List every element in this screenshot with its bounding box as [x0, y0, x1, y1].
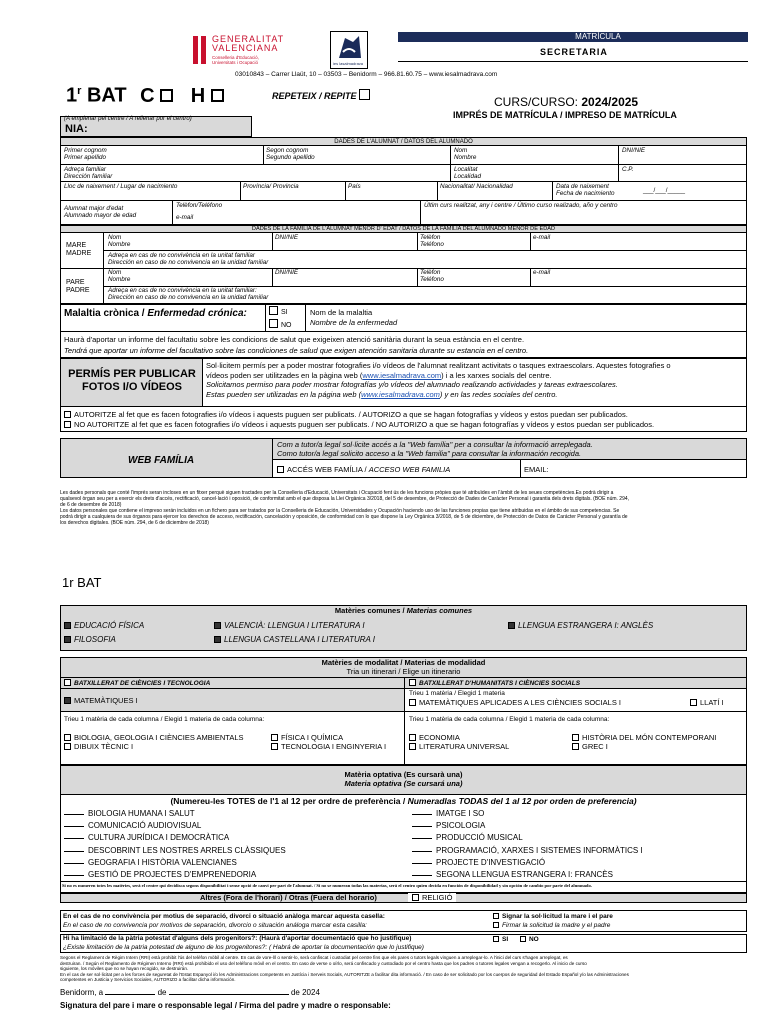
- logo-line-1: GENERALITAT: [212, 34, 285, 44]
- logo-sub-2: Universitats i Ocupació: [212, 60, 259, 65]
- address-line: 03010843 – Carrer Llaüt, 10 – 03503 – Benidorm – 966.81.60.75 – www.iesalmadrava.com: [235, 71, 498, 78]
- subject-philosophy-checkbox[interactable]: [64, 636, 71, 643]
- father-label: PARE PADRE: [66, 279, 90, 294]
- sci-col-a: BIOLOGIA, GEOLOGIA I CIÈNCIES AMBIENTALS DIBUIX TÈCNIC I: [64, 733, 244, 751]
- optional-note: Si no es numeren totes les matèries, serà el centre qui decidisca segons disponibilitat i sense opció de canvi per part de l'alumnat. / Si no se numeran todas las materias, será el centro quien decida en función de disponibilidad y sin opción de cambio por parte del alumnado.: [62, 883, 592, 888]
- subject-english-checkbox[interactable]: [508, 622, 515, 629]
- opt-image[interactable]: IMATGE I SO: [412, 808, 643, 820]
- subject-valencian-checkbox[interactable]: [214, 622, 221, 629]
- illness-yes-no: [269, 306, 292, 332]
- generalitat-logo: [192, 33, 296, 69]
- limitation-options: SI NO: [493, 936, 539, 943]
- level-number: 1: [66, 84, 78, 107]
- opt-biology[interactable]: BIOLOGIA HUMANA I SALUT: [64, 808, 286, 820]
- group-c-label: C: [140, 84, 155, 107]
- photos-options: [64, 410, 654, 430]
- student-title: DADES DE L'ALUMNAT / DATOS DEL ALUMNADO: [60, 137, 747, 146]
- group-h-label: H: [190, 84, 206, 107]
- web-title: WEB FAMÍLIA: [128, 455, 195, 466]
- common-title: Matèries comunes / Materias comunes: [334, 606, 473, 615]
- optional-instructions: (Numereu-les TOTES de l'1 al 12 per ordre de preferència / Numeradlas TODAS del 1 al 12 por orden de preferencia): [170, 796, 637, 806]
- curs-line: [494, 95, 638, 109]
- banner-title: MATRÍCULA: [575, 32, 621, 41]
- legal-text: Les dades personals que conté l'imprés seran incloses en un fitxer perquè siguen tractades per la Conselleria d'Educació, Universitats i Ocupació fent ús de les funcions pròpies que té atribuïdes en l'àmbit de les seues competències.Es podrà dirigir a qualsevol òrgan seu per a exercir els drets d'accés, rectificació, cancel·lació i oposició, de conformitat amb el que disposa la Llei Orgànica 3/2018, del 5 de desembre, de Protecció de Dades de Caràcter Personal i garantia dels drets digitals. (BOE núm. 294, de 6 de desembre de 2018) Los datos personales que contiene el impreso serán incluidos en un fichero para ser tratados por la Conselleria de Educación, Universidades y Ocupación haciendo uso de las funciones propias que tiene atribuidas en el ámbito de sus competencias. Se podrá dirigir a cualquiera de sus órganos para ejercer los derechos de acceso, rectificación, cancelación y oposición, de conformidad con lo que dispone la Ley Orgánica 3/2018, de 5 de diciembre, de Protección de Datos de Carácter Personal y garantía de los derechos digitales. (BOE núm. 294, de 6 de diciembre de 2018): [60, 490, 630, 526]
- date-month-blank[interactable]: [169, 994, 289, 995]
- illness-name-label: Nom de la malaltia Nombre de la enfermedad: [310, 308, 398, 327]
- opt-psychology[interactable]: PSICOLOGIA: [412, 820, 643, 832]
- mother-dni-label: DNI/NIE: [275, 234, 299, 241]
- hum-math-checkbox[interactable]: [409, 699, 416, 706]
- subject-spanish-checkbox[interactable]: [214, 636, 221, 643]
- photos-authorize-label: AUTORITZE al fet que es facen fotografies i/o vídeos i aquests puguen ser publicats. / AUTORIZO a que se hagan fotografías y vídeos y estos puedan ser publicados.: [74, 410, 628, 419]
- postal-code-label: C.P.: [622, 166, 634, 173]
- subject-spanish: LLENGUA CASTELLANA I LITERATURA I: [214, 635, 375, 645]
- hum-literature-checkbox[interactable]: [409, 743, 416, 750]
- sci-col-b: FÍSICA I QUÍMICA TECNOLOGIA I ENGINYERIA I: [271, 733, 386, 751]
- group-c-checkbox[interactable]: [160, 89, 173, 102]
- opt-classical[interactable]: DESCOBRINT LES NOSTRES ARRELS CLÀSSIQUES: [64, 845, 286, 857]
- school-abbrev: ies lasalmadrava: [333, 61, 364, 66]
- logo-line-2: VALENCIANA: [212, 43, 279, 53]
- page2-level: 1r BAT: [62, 575, 102, 590]
- optional-title: Matèria optativa (Es cursarà una) Materia optativa (Se cursará una): [344, 770, 463, 788]
- track-humanities: BATXILLERAT D'HUMANITATS I CIÈNCIES SOCIALS: [409, 679, 580, 687]
- locality-label: Localitat Localidad: [454, 166, 481, 181]
- track-science: BATXILLERAT DE CIÈNCIES I TECNOLOGIA: [64, 679, 210, 687]
- center-note: (A emplenar pel centre / A rellenar por el centro): [64, 116, 192, 122]
- subject-philosophy: FILOSOFIA: [64, 635, 116, 645]
- photos-deny-checkbox[interactable]: [64, 421, 71, 428]
- sci-biology-checkbox[interactable]: [64, 734, 71, 741]
- mother-phone-label: Telèfon Teléfono: [420, 234, 444, 249]
- hum-history-checkbox[interactable]: [572, 734, 579, 741]
- mother-label: MARE MADRE: [66, 242, 92, 257]
- impres-title: IMPRÉS DE MATRÍCULA / IMPRESO DE MATRÍCULA: [453, 110, 677, 120]
- header-rule: [398, 61, 748, 62]
- hum-math: MATEMÀTIQUES APLICADES A LES CIÈNCIES SOCIALS I: [409, 698, 621, 707]
- father-dni-label: DNI/NIE: [275, 269, 299, 276]
- optional-right-list: [412, 808, 643, 881]
- sci-math: MATEMÀTIQUES I: [64, 696, 138, 705]
- nia-label: NIA:: [65, 123, 88, 135]
- hum-pick-note: Trieu 1 matèria / Elegid 1 materia: [409, 690, 505, 697]
- birthplace-label: Lloc de naixement / Lugar de nacimiento: [64, 183, 178, 190]
- name-label: Nom Nombre: [454, 147, 477, 162]
- religion-checkbox[interactable]: [412, 894, 419, 901]
- birthdate-label: Data de naixement Fecha de nacimiento: [556, 183, 615, 198]
- limitation-text: Hi ha limitació de la pàtria potestat d'alguns dels progenitors?: (Haurà d'aportar documentació que ho justifique) ¿Existe limitación de la patria potestad de alguno de los progenitores?: ( Habrá de aportar la documentación que lo justifique): [63, 935, 424, 951]
- nationality-label: Nacionalitat/ Nacionalidad: [440, 183, 513, 190]
- course-level: [66, 80, 224, 107]
- optional-left-list: [64, 808, 286, 881]
- country-label: País: [348, 183, 361, 190]
- web-access: ACCÉS WEB FAMÍLIA / ACCESO WEB FAMILIA: [277, 465, 450, 474]
- illness-yes-checkbox[interactable]: [269, 306, 278, 315]
- other-label: Altres (Fora de l'horari) / Otras (Fuera del horario): [200, 893, 377, 902]
- illness-label: Malaltia crònica / Enfermedad crónica:: [64, 308, 247, 319]
- hum-pick-col-note: Trieu 1 matèria de cada columna / Elegid 1 materia de cada columna:: [409, 716, 610, 723]
- birthdate-blank[interactable]: ___/___/_____: [643, 187, 686, 194]
- father-email-label: e-mail: [533, 269, 551, 276]
- illness-note: Haurà d'aportar un informe del facultatiu sobre les condicions de salut que exigeixen atenció sanitària durant la seua estància en el centre. Tendrá que aportar un informe del facultativo sobre las condiciones de salud que exigen atención sanitaria durante su estancia en el centro.: [64, 335, 529, 355]
- separation-firma-checkbox[interactable]: [493, 922, 499, 928]
- website-link-2[interactable]: www.iesalmadrava.com: [361, 389, 440, 399]
- father-phone-label: Telèfon Teléfono: [420, 269, 444, 284]
- level-sup: r: [77, 85, 82, 97]
- matricula-banner: [398, 32, 748, 42]
- family-title: DADES DE LA FAMÍLIA DE L'ALUMNAT MENOR D' EDAT / DATOS DE LA FAMILIA DEL ALUMNADO MENOR DE EDAD: [60, 225, 747, 233]
- mother-address-label: Adreça en cas de no convivència en la unitat familiar Dirección en caso de no convivencia en la unidad familiar: [108, 252, 269, 267]
- repeat-text: REPETEIX / REPITE: [272, 91, 357, 101]
- subject-valencian: VALENCIÀ: LLENGUA I LITERATURA I: [214, 621, 365, 631]
- photos-title: PERMÍS PER PUBLICAR FOTOS I/O VÍDEOS: [68, 368, 196, 393]
- subject-pe: EDUCACIÓ FÍSICA: [64, 621, 144, 631]
- hum-latin-checkbox[interactable]: [690, 699, 697, 706]
- web-access-checkbox[interactable]: [277, 466, 284, 473]
- mother-name-label: Nom Nombre: [108, 234, 131, 249]
- date-line: Benidorm, a de de 2024: [60, 988, 320, 997]
- opt-music[interactable]: PRODUCCIÓ MUSICAL: [412, 832, 643, 844]
- adult-student-label: Alumnat major d'edat Alumnado mayor de edad: [64, 205, 137, 220]
- hum-col-a: ECONOMIA LITERATURA UNIVERSAL: [409, 733, 509, 751]
- subject-pe-checkbox[interactable]: [64, 622, 71, 629]
- school-emblem-icon: [331, 32, 367, 62]
- separation-sign-checkbox[interactable]: [493, 913, 499, 919]
- repeat-label: [272, 89, 370, 101]
- limitation-yes-checkbox[interactable]: [493, 936, 499, 942]
- email-label: e-mail: [176, 214, 194, 221]
- province-label: Província/ Provincia: [243, 183, 299, 190]
- date-day-blank[interactable]: [105, 994, 155, 995]
- nia-box: [60, 116, 252, 137]
- photos-authorize-checkbox[interactable]: [64, 411, 71, 418]
- track-humanities-checkbox[interactable]: [409, 679, 416, 686]
- signature-label: Signatura del pare i mare o responsable legal / Firma del padre y madre o responsable:: [60, 1001, 391, 1010]
- website-link[interactable]: www.iesalmadrava.com: [362, 370, 442, 380]
- opt-entrepreneur[interactable]: GESTIÓ DE PROJECTES D'EMPRENEDORIA: [64, 869, 286, 881]
- illness-no-label: NO: [281, 322, 292, 329]
- last-course-label: Últim curs realitzat, any i centre / Último curso realizado, año y centro: [424, 202, 618, 209]
- phone-label: Telèfon/Teléfono: [176, 202, 223, 209]
- first-surname-label: Primer cognom Primer apellido: [64, 147, 107, 162]
- sci-drawing-checkbox[interactable]: [64, 743, 71, 750]
- repeat-checkbox[interactable]: [359, 89, 370, 100]
- school-logo: [330, 31, 368, 69]
- sci-math-checkbox[interactable]: [64, 697, 71, 704]
- father-name-label: Nom Nombre: [108, 269, 131, 284]
- opt-programming[interactable]: PROGRAMACIÓ, XARXES I SISTEMES INFORMÀTICS I: [412, 845, 643, 857]
- level-bat: BAT: [86, 84, 127, 107]
- limitation-no-checkbox[interactable]: [520, 936, 526, 942]
- separation-options: Signar la sol·licitud la mare i el pare Firmar la solicitud la madre y el padre: [493, 912, 613, 930]
- opt-geography[interactable]: GEOGRAFIA I HISTÒRIA VALENCIANES: [64, 857, 286, 869]
- sci-tech-checkbox[interactable]: [271, 743, 278, 750]
- phone-policy-text: Segons el Reglament de Règim Intern (RRI) està prohibit l'ús del telèfon mòbil al centre. En cas de vore-l/l o sentir-lo, serà confiscat i custodiat pel centre fins que els pares o tutors legals vinguen a arreplegar-lo. A l'inici del curs s'hagen arreplegat, es destruiran. / Según el Reglamento de Régimen Interno (RRI) está prohibido el uso del teléfono móvil en el centro. En caso de verse o oírlo, será confiscado y custodiado por el centro hasta que los padres o tutores legales vengan a recogerlo. Al inicio de curso siguiente, los móviles que no se hayan recogido, se destruirán. En el cas de ser sol·licitat per a les forces de seguretat de l'Estat Espanyol i/o les Administracions competents en Justícia i Serveis Socials, AUTORITZE a facilitar dita informació. / En caso de ser solicitado por los cuerpos de seguridad del Estado Español y/o las Administraciones competentes en Justicia y Servicios Sociales, AUTORIZO a facilitar dicha información.: [60, 955, 629, 983]
- opt-juridical[interactable]: CULTURA JURÍDICA I DEMOCRÀTICA: [64, 832, 286, 844]
- opt-audiovisual[interactable]: COMUNICACIÓ AUDIOVISUAL: [64, 820, 286, 832]
- opt-research[interactable]: PROJECTE D'INVESTIGACIÓ: [412, 857, 643, 869]
- modality-title: Matèries de modalitat / Materias de modalidad Tria un itinerari / Elige un itinerario: [321, 658, 486, 676]
- web-email-label: EMAIL:: [524, 465, 549, 474]
- group-h-checkbox[interactable]: [211, 89, 224, 102]
- generalitat-shield-icon: [192, 35, 208, 65]
- subject-english: LLENGUA ESTRANGERA I: ANGLÈS: [508, 621, 653, 631]
- hum-col-b: HISTÒRIA DEL MÓN CONTEMPORANI GREC I: [572, 733, 716, 751]
- hum-economy-checkbox[interactable]: [409, 734, 416, 741]
- photos-deny-label: NO AUTORITZE al fet que es facen fotografies i/o vídeos i aquests puguen ser publicats. / NO AUTORIZO a que se hagan fotografías y vídeos y estos puedan ser publicados.: [74, 420, 655, 429]
- dni-label: DNI/NIE: [622, 147, 646, 154]
- illness-yes-label: SI: [281, 309, 288, 316]
- secretaria-label: SECRETARIA: [540, 47, 608, 57]
- illness-no-checkbox[interactable]: [269, 319, 278, 328]
- sci-physics-checkbox[interactable]: [271, 734, 278, 741]
- curs-year: 2024/2025: [581, 95, 639, 109]
- logo-sub-1: Conselleria d'Educació,: [212, 55, 259, 60]
- address-label: Adreça familiar Dirección familiar: [64, 166, 113, 181]
- separation-text: En el cas de no convivència per motius de separació, divorci o situació anàloga marcar aquesta casella: En el caso de no convivencia por motivos de separación, divorcio o situación análoga marcar esta casilla:: [63, 913, 385, 929]
- photos-text: Sol·licitem permís per a poder mostrar fotografies i/o vídeos de l'alumnat realitzant activitats o tasques extraescolars. Aquestes fotografies o vídeos poden ser utilitzades en la pàgina web (www.iesalmadrava.com) i a les xarxes socials del centre. Solicitamos permiso para poder mostrar fotografías y/o vídeos del alumnado realizando actividades y tareas extraescolares. Estas pueden ser utilizadas en la página web (www.iesalmadrava.com) y en las redes sociales del centro.: [206, 361, 671, 399]
- opt-french[interactable]: SEGONA LLENGUA ESTRANGERA I: FRANCÈS: [412, 869, 643, 881]
- second-surname-label: Segon cognom Segundo apellido: [266, 147, 315, 162]
- religion-option: RELIGIÓ: [408, 893, 456, 902]
- hum-latin: LLATÍ I: [690, 698, 724, 707]
- curs-label: CURS/CURSO:: [494, 95, 579, 109]
- hum-greek-checkbox[interactable]: [572, 743, 579, 750]
- father-address-label: Adreça en cas de no convivència en la unitat familiar: Dirección en caso de no convivencia en la unidad familiar: [108, 287, 269, 302]
- mother-email-label: e-mail: [533, 234, 551, 241]
- other-section: [60, 893, 747, 903]
- track-science-checkbox[interactable]: [64, 679, 71, 686]
- sci-pick-note: Trieu 1 matèria de cada columna / Elegid 1 materia de cada columna:: [64, 716, 265, 723]
- web-text: Com a tutor/a legal sol·licite accés a la "Web família" per a consultar la informació arreplegada. Como tutor/a legal solicito acceso a la "Web familia" para consultar la información recogida.: [277, 440, 593, 458]
